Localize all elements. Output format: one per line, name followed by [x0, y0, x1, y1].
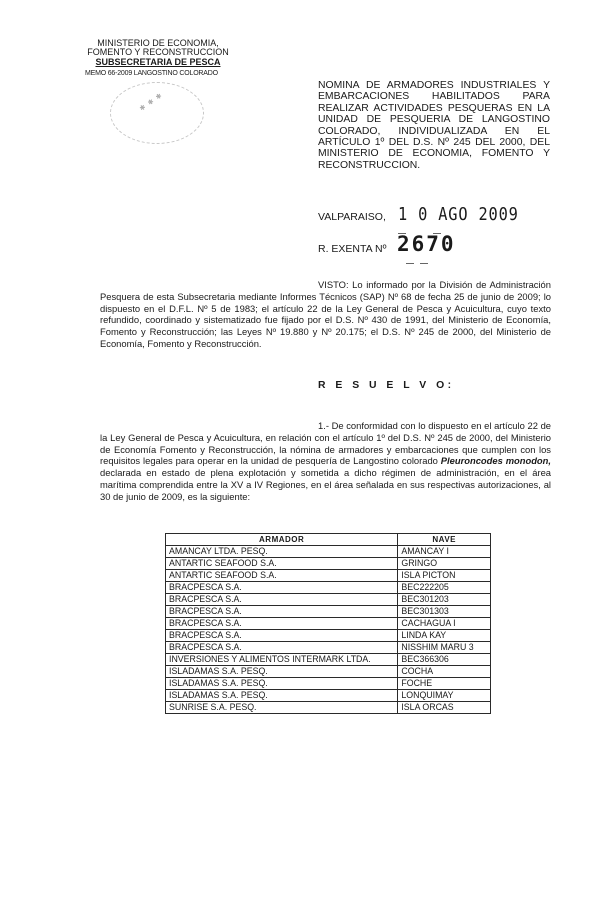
- document-title: NOMINA DE ARMADORES INDUSTRIALES Y EMBARCACIONES HABILITADOS PARA REALIZAR ACTIVIDADES PESQUERAS EN LA UNIDAD DE PESQUERIA DE LANGOSTINO COLORADO, INDIVIDUALIZADA EN EL ARTÍCULO 1º DEL D.S. Nº 245 DEL 2000, DEL MINISTERIO DE ECONOMIA, FOMENTO Y RECONSTRUCCION.: [318, 80, 550, 171]
- table-row: [166, 678, 491, 690]
- date-stamp: 1 0 AGO 2009: [398, 204, 519, 225]
- armador-cell: BRACPESCA S.A.: [166, 606, 398, 618]
- table-row: [166, 594, 491, 606]
- nave-cell: BEC301203: [398, 594, 491, 606]
- exenta-underline-mark: [420, 263, 428, 264]
- table-header-row: [166, 534, 491, 546]
- header-armador: ARMADOR: [166, 534, 398, 546]
- armador-cell: SUNRISE S.A. PESQ.: [166, 702, 398, 714]
- place-label: VALPARAISO,: [318, 211, 386, 223]
- armador-cell: BRACPESCA S.A.: [166, 630, 398, 642]
- armador-cell: BRACPESCA S.A.: [166, 642, 398, 654]
- armador-cell: AMANCAY LTDA. PESQ.: [166, 546, 398, 558]
- nave-cell: BEC222205: [398, 582, 491, 594]
- nave-cell: ISLA ORCAS: [398, 702, 491, 714]
- table-row: [166, 654, 491, 666]
- table-row: [166, 582, 491, 594]
- table-row: [166, 642, 491, 654]
- paragraph-1-intro: 1.- De conformidad con lo dispuesto en el artículo 22 de la Ley General de Pesca y Acuicultura, en relación con el artículo 1º del D.S. Nº 245 de 2000, del Ministerio de Economía Fomento y Reconstrucción, la nómina de armadores y embarcaciones que cumplen con los requisitos legales para operar en la unidad de pesquería de Langostino colorado: [100, 420, 551, 467]
- nave-cell: COCHA: [398, 666, 491, 678]
- table-row: [166, 702, 491, 714]
- exenta-label: R. EXENTA Nº: [318, 243, 387, 255]
- nave-cell: CACHAGUA I: [398, 618, 491, 630]
- armador-cell: ANTARTIC SEAFOOD S.A.: [166, 570, 398, 582]
- subsecretaria-name: SUBSECRETARIA DE PESCA: [95, 57, 221, 67]
- nave-cell: BEC366306: [398, 654, 491, 666]
- table-row: [166, 666, 491, 678]
- armador-cell: ISLADAMAS S.A. PESQ.: [166, 690, 398, 702]
- armadores-table: [165, 533, 491, 714]
- ministry-subtitle: FOMENTO Y RECONSTRUCCION: [87, 47, 229, 57]
- table-row: [166, 690, 491, 702]
- official-seal: [110, 82, 204, 144]
- visto-paragraph: VISTO: Lo informado por la División de Administración Pesquera de esta Subsecretaria mediante Informes Técnicos (SAP) Nº 68 de fecha 25 de junio de 2009; lo dispuesto en el D.F.L. Nº 5 de 1983; el artículo 22 de la Ley General de Pesca y Acuicultura, cuyo texto refundido, coordinado y sistematizado fue fijado por el D.S. Nº 430 de 1991, del Ministerio de Economía, Fomento y Reconstrucción; las Leyes Nº 19.880 y Nº 20.175; el D.S. Nº 245 de 2000, del Ministerio de Economía, Fomento y Reconstrucción.: [100, 279, 551, 349]
- table-row: [166, 630, 491, 642]
- table-row: [166, 606, 491, 618]
- nave-cell: ISLA PICTON: [398, 570, 491, 582]
- nave-cell: BEC301303: [398, 606, 491, 618]
- memo-reference: MEMO 66-2009 LANGOSTINO COLORADO: [85, 70, 218, 77]
- resuelvo-heading: R E S U E L V O:: [318, 380, 455, 391]
- nave-cell: GRINGO: [398, 558, 491, 570]
- header-nave: NAVE: [398, 534, 491, 546]
- armador-cell: INVERSIONES Y ALIMENTOS INTERMARK LTDA.: [166, 654, 398, 666]
- armador-cell: BRACPESCA S.A.: [166, 594, 398, 606]
- armador-cell: ISLADAMAS S.A. PESQ.: [166, 678, 398, 690]
- armador-cell: BRACPESCA S.A.: [166, 618, 398, 630]
- nave-cell: LINDA KAY: [398, 630, 491, 642]
- armador-cell: BRACPESCA S.A.: [166, 582, 398, 594]
- table-row: [166, 558, 491, 570]
- paragraph-1-rest: declarada en estado de plena explotación y sometida a dicho régimen de administración, en el área marítima comprendida entre la XV a IV Regiones, en el área señalada en sus respectivas autorizaciones, al 30 de junio de 2009, es la siguiente:: [100, 467, 551, 502]
- armador-cell: ISLADAMAS S.A. PESQ.: [166, 666, 398, 678]
- armador-cell: ANTARTIC SEAFOOD S.A.: [166, 558, 398, 570]
- seal-mark: ✱ ✱ ✱: [138, 91, 165, 113]
- table-row: [166, 618, 491, 630]
- nave-cell: LONQUIMAY: [398, 690, 491, 702]
- table-row: [166, 546, 491, 558]
- species-name: Pleuroncodes monodon,: [440, 455, 551, 467]
- exenta-underline-mark: [406, 263, 414, 264]
- table-row: [166, 570, 491, 582]
- exenta-number: 2670: [397, 232, 456, 256]
- resolution-paragraph-1: [100, 420, 551, 503]
- ministry-name: MINISTERIO DE ECONOMIA,: [97, 38, 219, 48]
- nave-cell: NISSHIM MARU 3: [398, 642, 491, 654]
- nave-cell: FOCHE: [398, 678, 491, 690]
- nave-cell: AMANCAY I: [398, 546, 491, 558]
